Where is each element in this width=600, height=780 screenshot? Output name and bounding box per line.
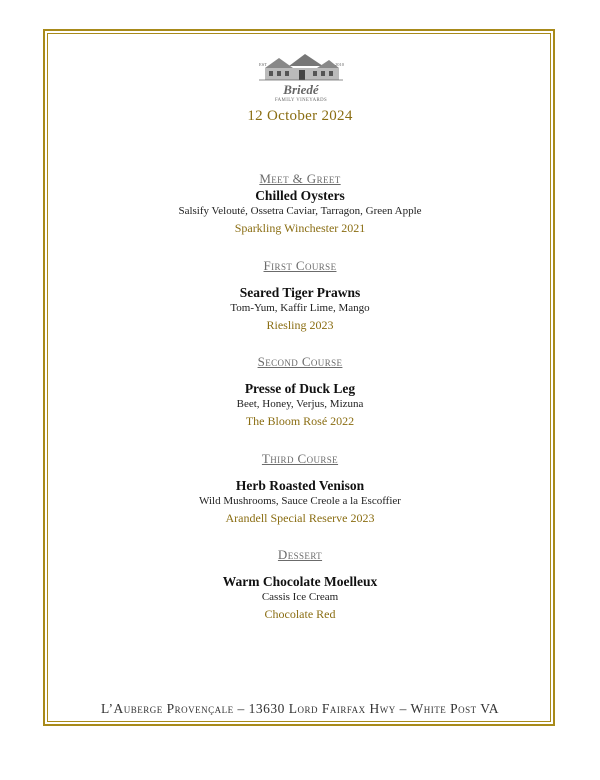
dish-description: Tom-Yum, Kaffir Lime, Mango xyxy=(230,302,370,314)
logo-est-left: EST xyxy=(259,62,268,67)
course-title: First Course xyxy=(263,258,337,273)
course-section xyxy=(0,451,600,526)
course-title: Second Course xyxy=(257,354,343,369)
restaurant-address-footer: L’Auberge Provençale – 13630 Lord Fairfax Hwy – White Post VA xyxy=(100,701,500,716)
logo-brand: Briedé xyxy=(283,82,319,97)
dish-name: Presse of Duck Leg xyxy=(244,381,356,396)
course-section xyxy=(0,258,600,333)
course-title: Third Course xyxy=(261,451,339,466)
course-section xyxy=(0,547,600,622)
wine-pairing: Chocolate Red xyxy=(264,607,336,621)
dish-name: Chilled Oysters xyxy=(255,188,345,203)
vineyard-logo xyxy=(255,50,347,104)
dish-description: Wild Mushrooms, Sauce Creole a la Escoffier xyxy=(199,495,401,507)
dish-description: Salsify Velouté, Ossetra Caviar, Tarragon, Green Apple xyxy=(178,205,422,217)
wine-pairing: Riesling 2023 xyxy=(266,318,334,332)
course-title: Meet & Greet xyxy=(259,171,341,186)
dish-name: Seared Tiger Prawns xyxy=(239,285,361,300)
course-title: Dessert xyxy=(277,547,323,562)
dish-name: Warm Chocolate Moelleux xyxy=(222,574,378,589)
wine-pairing: Sparkling Winchester 2021 xyxy=(234,221,366,235)
course-section xyxy=(0,171,600,236)
event-date: 12 October 2024 xyxy=(247,108,353,124)
wine-pairing: The Bloom Rosé 2022 xyxy=(245,414,355,428)
dish-description: Cassis Ice Cream xyxy=(261,591,339,603)
logo-est-right: 2010 xyxy=(335,62,344,67)
dish-description: Beet, Honey, Verjus, Mizuna xyxy=(236,398,364,410)
logo-subtitle: FAMILY VINEYARDS xyxy=(274,98,328,103)
wine-pairing: Arandell Special Reserve 2023 xyxy=(225,511,375,525)
dish-name: Herb Roasted Venison xyxy=(235,478,365,493)
course-section xyxy=(0,354,600,429)
winery-building-icon xyxy=(255,50,347,104)
